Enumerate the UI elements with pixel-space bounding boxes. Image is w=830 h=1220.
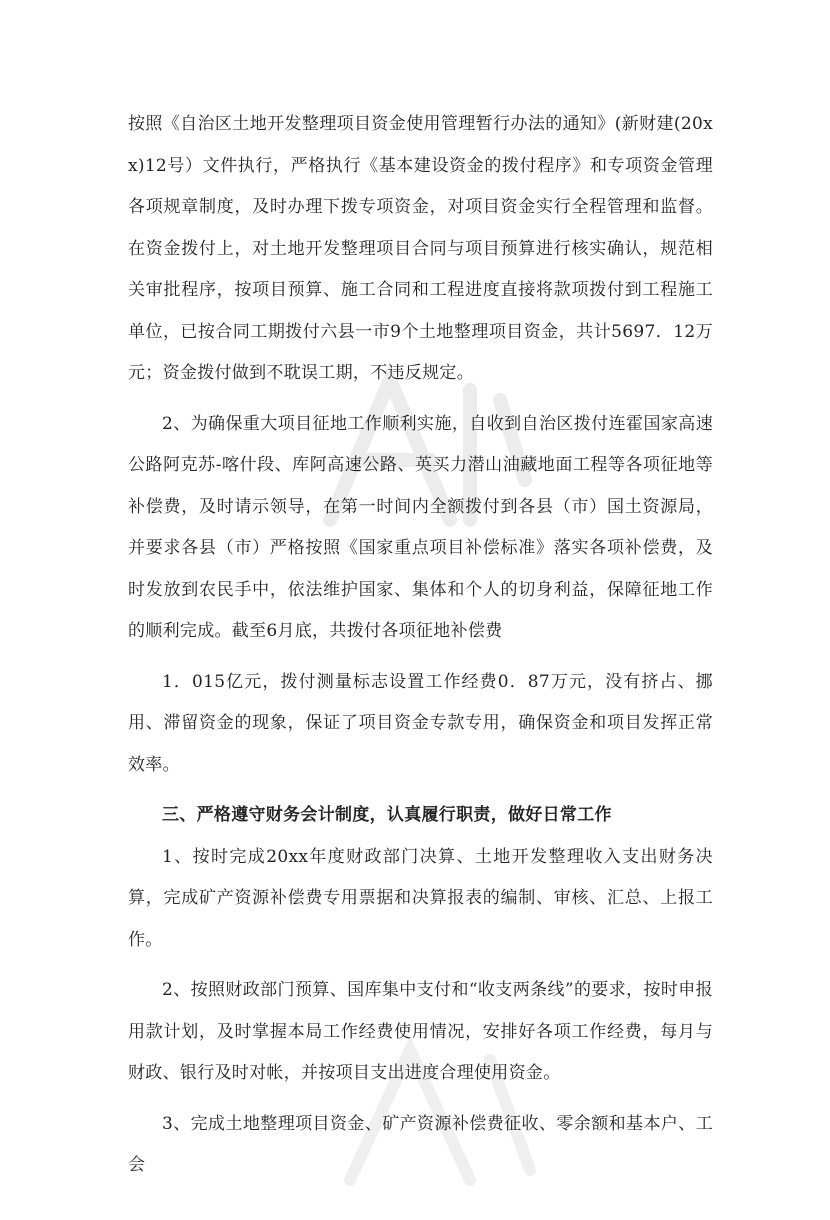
section-heading: 三、严格遵守财务会计制度，认真履行职责，做好日常工作 xyxy=(162,805,612,825)
paragraph-compensation-amount: 1．015亿元，拨付测量标志设置工作经费0．87万元，没有挤占、挪用、滞留资金的现象，保证了项目资金专款专用，确保资金和项目发挥正常效率。 xyxy=(128,671,713,775)
paragraph-budget-plan: 2、按照财政部门预算、国库集中支付和“收支两条线”的要求，按时申报用款计划，及时掌握本局工作经费使用情况，安排好各项工作经费，每月与财政、银行及时对帐，并按项目支出进度合理使用资金。 xyxy=(128,980,713,1083)
paragraph-land-compensation: 2、为确保重大项目征地工作顺利实施，自收到自治区拨付连霍国家高速公路阿克苏-喀什段、库阿高速公路、英买力潜山油藏地面工程等各项征地等补偿费，及时请示领导，在第一时间内全额拨付到各县（市）国土资源局，并要求各县（市）严格按照《国家重点项目补偿标准》落实各项补偿费，及时发放到农民手中，依法维护国家、集体和个人的切身利益，保障征地工作的顺利完成。截至6月底，共拨付各项征地补偿费 xyxy=(128,413,713,641)
paragraph-fund-collection: 3、完成土地整理项目资金、矿产资源补偿费征收、零余额和基本户、工会 xyxy=(128,1113,713,1175)
paragraph-fund-allocation: 按照《自治区土地开发整理项目资金使用管理暂行办法的通知》(新财建(20xx)12号）文件执行，严格执行《基本建设资金的拨付程序》和专项资金管理各项规章制度，及时办理下拨专项资金，对项目资金实行全程管理和监督。在资金拨付上，对土地开发整理项目合同与项目预算进行核实确认，规范相关审批程序，按项目预算、施工合同和工程进度直接将款项拨付到工程施工单位，已按合同工期拨付六县一市9个土地整理项目资金，共计5697．12万元；资金拨付做到不耽误工期，不违反规定。 xyxy=(128,114,713,383)
paragraph-annual-accounts: 1、按时完成20xx年度财政部门决算、土地开发整理收入支出财务决算，完成矿产资源补偿费专用票据和决算报表的编制、审核、汇总、上报工作。 xyxy=(128,846,713,950)
document-body xyxy=(128,104,713,1187)
